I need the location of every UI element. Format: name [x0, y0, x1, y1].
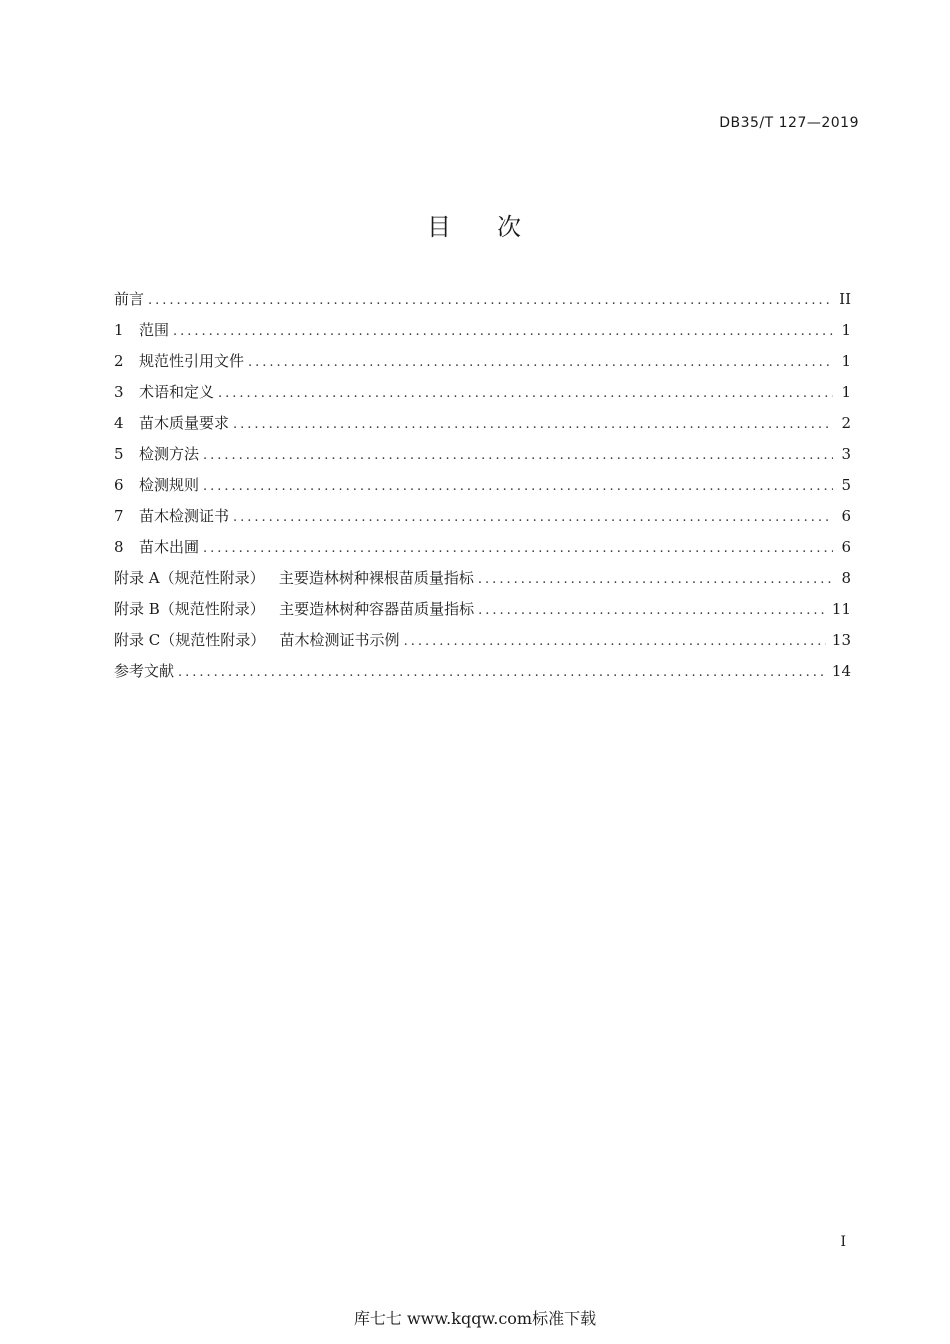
toc-page: 5: [841, 476, 851, 494]
toc-leader-dots: [233, 412, 833, 438]
document-code: DB35/T 127—2019: [719, 115, 859, 131]
toc-entry-6[interactable]: [114, 472, 851, 503]
toc-leader-dots: [178, 660, 826, 686]
title-char-1: 目: [427, 213, 453, 241]
toc-entry-foreword[interactable]: [114, 286, 851, 317]
toc-leader-dots: [248, 350, 833, 376]
toc-page: 13: [831, 631, 851, 649]
toc-leader-dots: [233, 505, 833, 531]
toc-label: 术语和定义: [139, 383, 215, 401]
toc-leader-dots: [478, 598, 826, 624]
toc-leader-dots: [148, 288, 833, 314]
toc-entry-2[interactable]: [114, 348, 851, 379]
page-title: [0, 207, 950, 242]
toc-page: 1: [841, 321, 851, 339]
toc-page: 1: [841, 352, 851, 370]
toc-leader-dots: [404, 629, 826, 655]
toc-label: 苗木出圃: [139, 538, 200, 556]
toc-entry-5[interactable]: [114, 441, 851, 472]
toc-number: 8: [114, 538, 124, 556]
toc-number: 7: [114, 507, 124, 525]
toc-leader-dots: [173, 319, 833, 345]
toc-label: 检测方法: [139, 445, 200, 463]
toc-page: 8: [841, 569, 851, 587]
toc-page: 6: [841, 507, 851, 525]
toc-page: 1: [841, 383, 851, 401]
page-number: I: [840, 1234, 846, 1250]
toc-label: 参考文献: [114, 662, 175, 680]
toc-entry-appendix-a[interactable]: [114, 565, 851, 596]
toc-entry-3[interactable]: [114, 379, 851, 410]
toc-entry-appendix-b[interactable]: [114, 596, 851, 627]
toc-number: 4: [114, 414, 124, 432]
toc-page: 14: [831, 662, 851, 680]
toc-page: 6: [841, 538, 851, 556]
toc-number: 1: [114, 321, 124, 339]
toc-page: 11: [831, 600, 851, 618]
toc-label: 附录 B（规范性附录） 主要造林树种容器苗质量指标: [114, 600, 475, 618]
toc-number: 6: [114, 476, 124, 494]
toc-page: II: [839, 290, 851, 308]
toc-label: 规范性引用文件: [139, 352, 245, 370]
toc-number: 3: [114, 383, 124, 401]
toc-label: 范围: [139, 321, 170, 339]
toc-entry-8[interactable]: [114, 534, 851, 565]
toc-page: 3: [841, 445, 851, 463]
toc-leader-dots: [203, 443, 833, 469]
toc-leader-dots: [218, 381, 833, 407]
toc-label: 附录 C（规范性附录） 苗木检测证书示例: [114, 631, 400, 649]
toc-entry-1[interactable]: [114, 317, 851, 348]
toc-leader-dots: [203, 536, 833, 562]
toc-entry-4[interactable]: [114, 410, 851, 441]
toc-entry-references[interactable]: [114, 658, 851, 689]
toc-entry-appendix-c[interactable]: [114, 627, 851, 658]
title-char-2: 次: [497, 213, 523, 241]
toc-label: 前言: [114, 290, 145, 308]
toc-label: 苗木检测证书: [139, 507, 230, 525]
toc-number: 5: [114, 445, 124, 463]
footer-watermark[interactable]: 库七七 www.kqqw.com标准下载: [353, 1309, 597, 1328]
toc-number: 2: [114, 352, 124, 370]
toc-leader-dots: [203, 474, 833, 500]
table-of-contents: [114, 286, 851, 689]
toc-label: 苗木质量要求: [139, 414, 230, 432]
toc-leader-dots: [478, 567, 833, 593]
toc-page: 2: [841, 414, 851, 432]
toc-label: 检测规则: [139, 476, 200, 494]
toc-entry-7[interactable]: [114, 503, 851, 534]
toc-label: 附录 A（规范性附录） 主要造林树种裸根苗质量指标: [114, 569, 474, 587]
